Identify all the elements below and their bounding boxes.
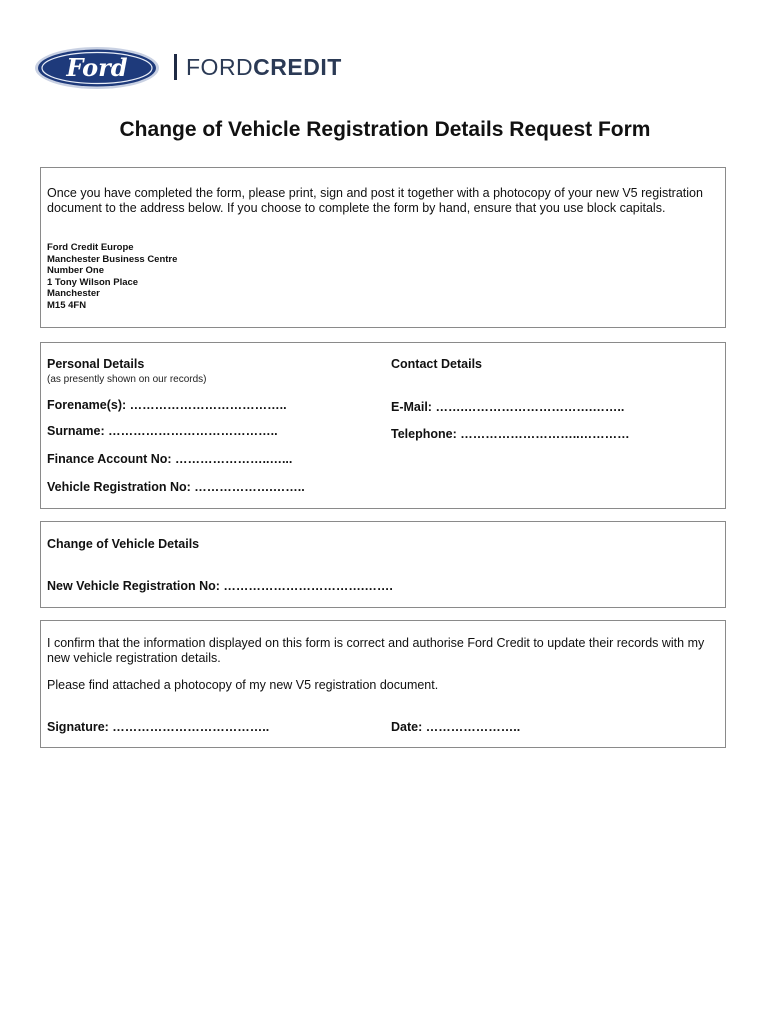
- attachment-note: Please find attached a photocopy of my new V5 registration document.: [47, 678, 439, 692]
- new-registration-field[interactable]: New Vehicle Registration No: …………………………….…….: [47, 579, 393, 593]
- finance-account-field[interactable]: Finance Account No: …………………..…...: [47, 452, 293, 466]
- address-line: Manchester Business Centre: [47, 253, 178, 265]
- address-line: Manchester: [47, 288, 100, 299]
- forename-field[interactable]: Forename(s): ………………………………..: [47, 398, 287, 412]
- contact-details-heading: Contact Details: [391, 357, 482, 371]
- address-line: M15 4FN: [47, 299, 87, 311]
- date-field[interactable]: Date: …………………..: [391, 720, 521, 734]
- ford-logo-text: Ford: [66, 53, 128, 82]
- brand-bold-text: CREDIT: [253, 54, 342, 80]
- address-line: Ford Credit Europe: [47, 242, 134, 253]
- surname-field[interactable]: Surname: …………………………………..: [47, 424, 278, 438]
- address-block: [47, 242, 177, 311]
- address-line: Number One: [47, 265, 105, 276]
- confirmation-statement: I confirm that the information displayed on this form is correct and authorise Ford Credit to update their records with my new vehicle registration details.: [47, 636, 705, 665]
- logo-divider: [174, 54, 177, 80]
- personal-contact-section: [40, 342, 726, 509]
- confirmation-section: [40, 620, 726, 748]
- ford-credit-wordmark: [186, 52, 342, 82]
- ford-oval-logo-icon: [34, 46, 160, 90]
- change-vehicle-section: [40, 521, 726, 608]
- email-field[interactable]: E-Mail: …….………………………….……..: [391, 400, 625, 414]
- brand-light-text: FORD: [186, 54, 254, 80]
- intro-paragraph: Once you have completed the form, please print, sign and post it together with a photocopy of your new V5 registration document to the address below. If you choose to complete the form by hand, ensure that you use block capitals.: [47, 186, 703, 215]
- telephone-field[interactable]: Telephone: ………………………..…………: [391, 427, 630, 441]
- personal-details-subheading: (as presently shown on our records): [47, 374, 207, 385]
- address-line: 1 Tony Wilson Place: [47, 276, 139, 288]
- ford-credit-logo: [34, 44, 354, 92]
- vehicle-registration-field[interactable]: Vehicle Registration No: ……………….……..: [47, 480, 305, 494]
- page-title: Change of Vehicle Registration Details Request Form: [119, 118, 651, 141]
- signature-field[interactable]: Signature: ………………………………..: [47, 720, 270, 734]
- intro-section: [40, 167, 726, 328]
- change-vehicle-heading: Change of Vehicle Details: [47, 537, 200, 551]
- personal-details-heading: Personal Details: [47, 357, 145, 371]
